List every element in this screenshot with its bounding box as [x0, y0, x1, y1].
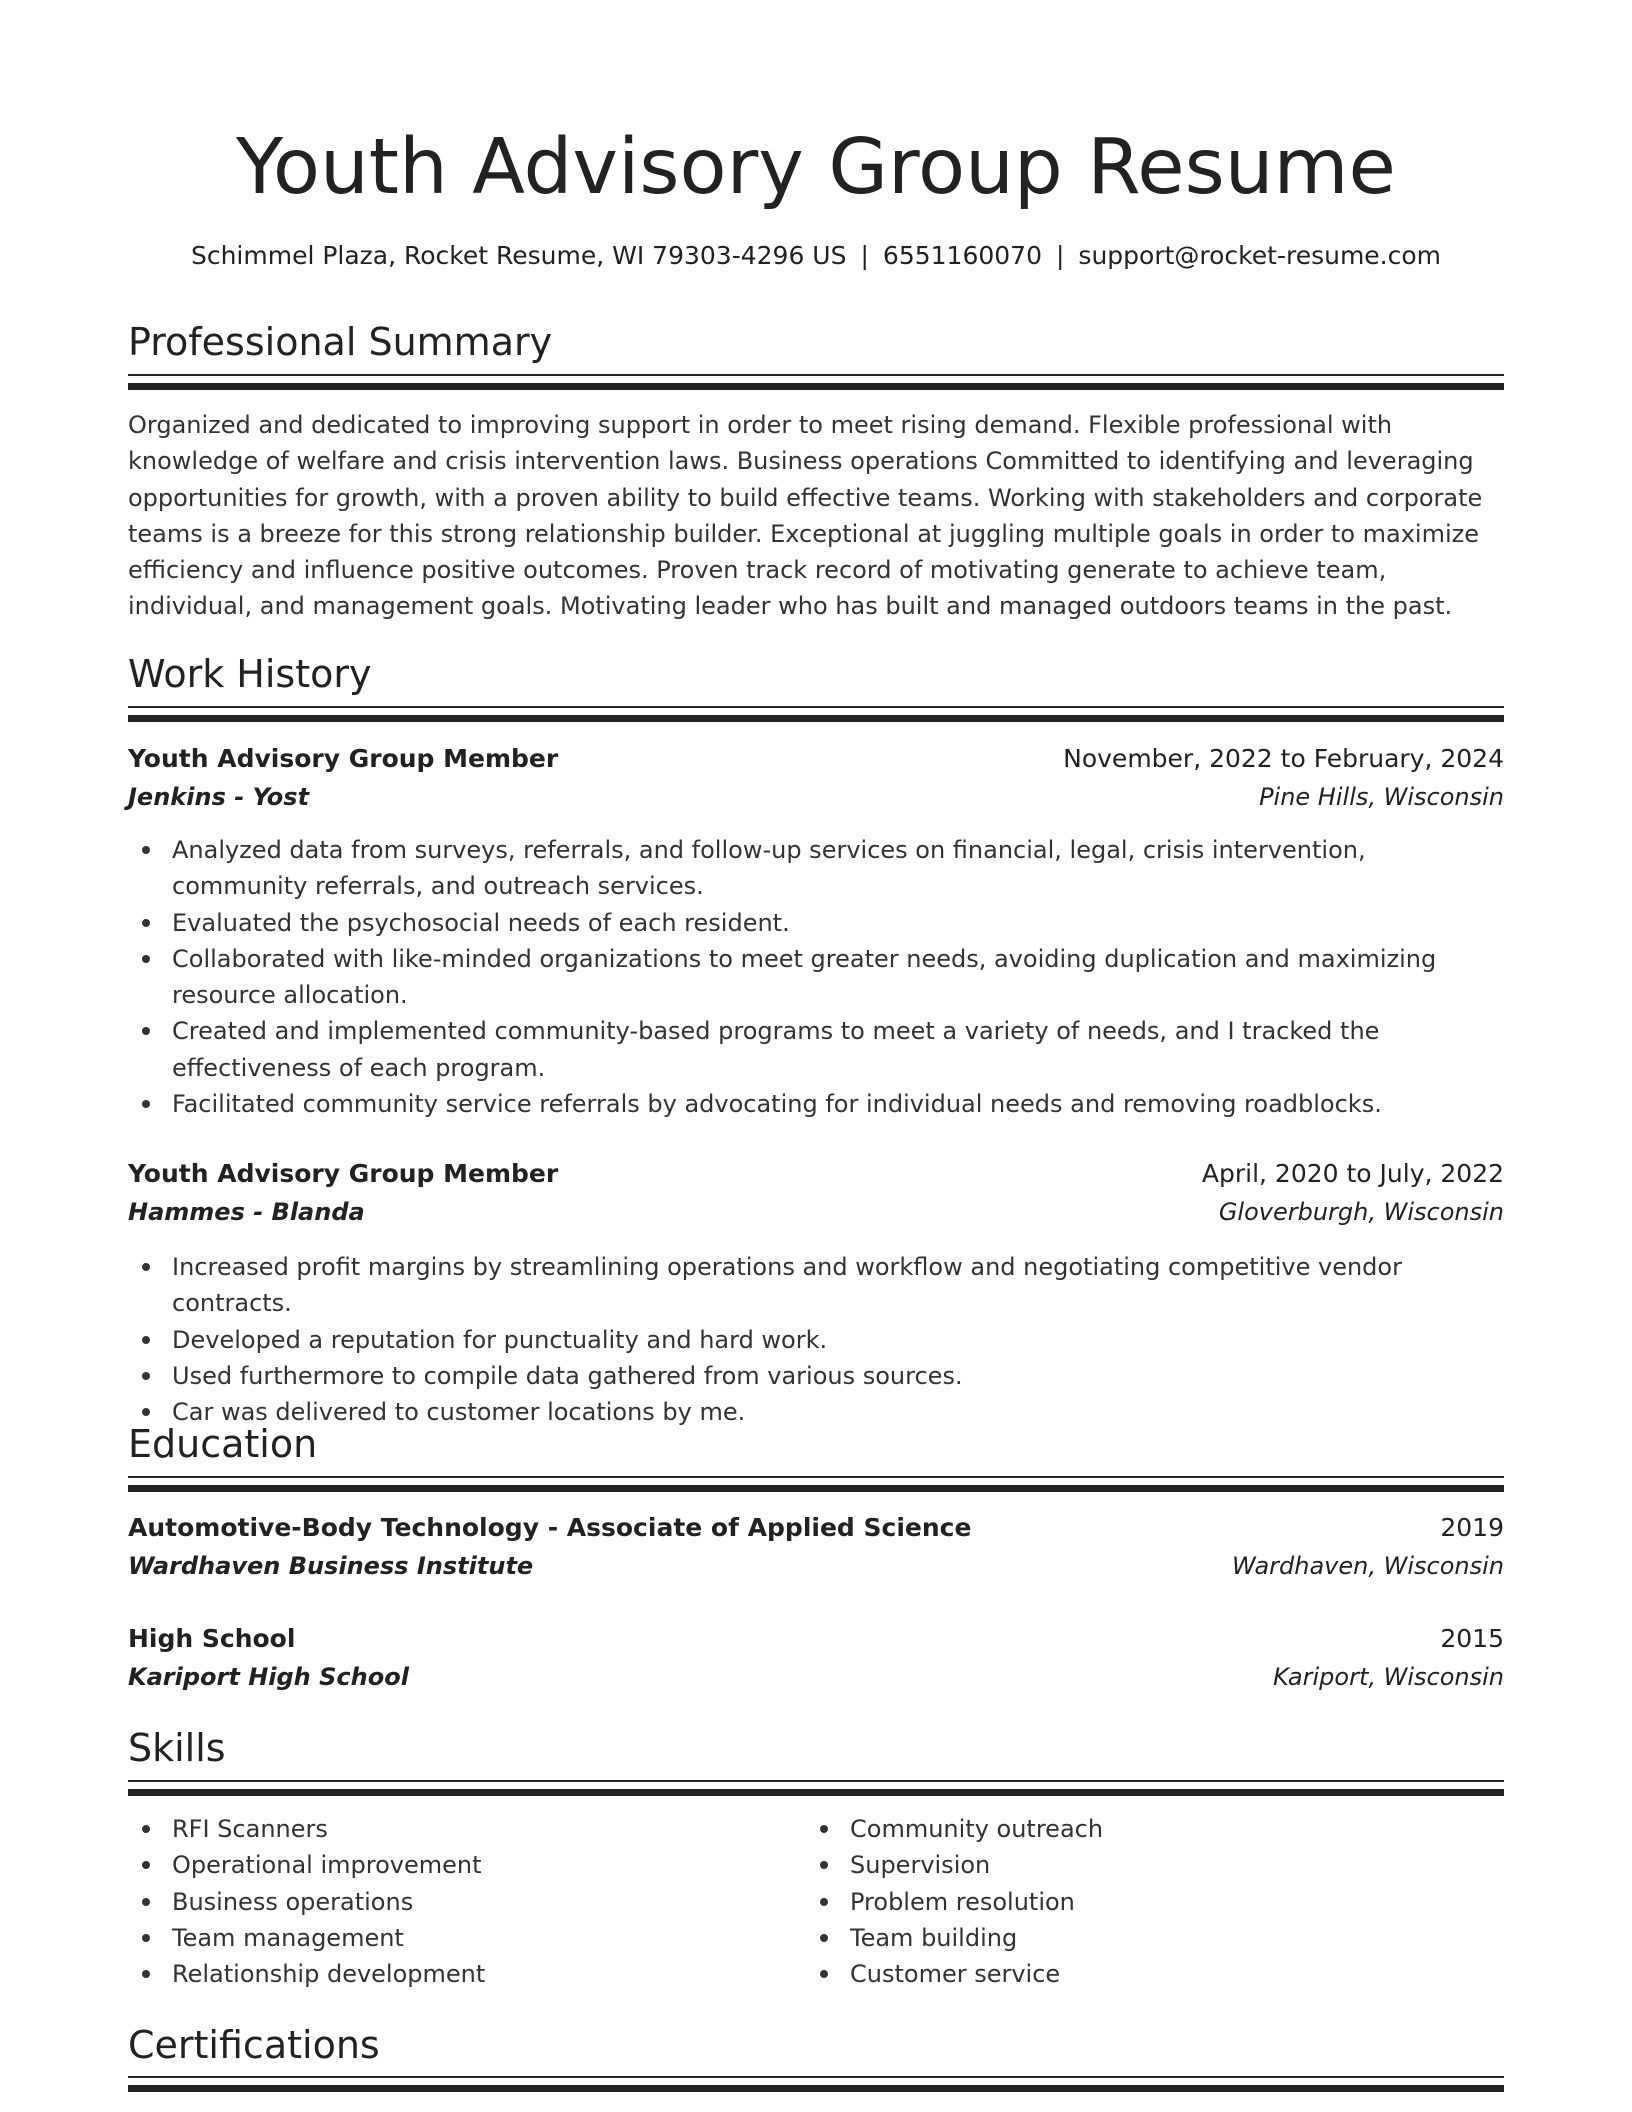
- section-divider: [128, 1476, 1504, 1478]
- education-location: Wardhaven, Wisconsin: [1232, 1552, 1504, 1580]
- section-heading-work: Work History: [128, 652, 372, 696]
- section-heading-summary: Professional Summary: [128, 320, 553, 364]
- section-divider: [128, 1789, 1504, 1796]
- list-item: Evaluated the psychosocial needs of each resident.: [128, 905, 1504, 941]
- education-school: Kariport High School: [128, 1663, 409, 1691]
- section-divider: [128, 2076, 1504, 2078]
- skills-list-right: [806, 1811, 1632, 1992]
- education-entry: [128, 1620, 1504, 1696]
- skill-item: Operational improvement: [128, 1847, 1504, 1883]
- education-school: Wardhaven Business Institute: [128, 1552, 534, 1580]
- skill-item: Supervision: [806, 1847, 1632, 1883]
- job-location: Gloverburgh, Wisconsin: [1218, 1198, 1504, 1226]
- contact-address: Schimmel Plaza, Rocket Resume, WI 79303-4296 US: [190, 241, 847, 270]
- list-item: Analyzed data from surveys, referrals, and follow-up services on financial, legal, crisis intervention, community referrals, and outreach services.: [128, 832, 1504, 905]
- job-entry: [128, 740, 1504, 816]
- job-bullets: [128, 832, 1504, 1122]
- section-divider: [128, 383, 1504, 390]
- skill-item: Customer service: [806, 1956, 1632, 1992]
- contact-separator: |: [860, 241, 869, 270]
- section-heading-certifications: Certifications: [128, 2023, 380, 2067]
- section-divider: [128, 706, 1504, 708]
- section-divider: [128, 715, 1504, 722]
- work-section: [128, 649, 1504, 699]
- skill-item: Community outreach: [806, 1811, 1632, 1847]
- list-item: Car was delivered to customer locations by me.: [128, 1394, 1504, 1430]
- skill-item: Business operations: [128, 1884, 1504, 1920]
- contact-line: [128, 239, 1504, 273]
- contact-email: support@rocket-resume.com: [1078, 241, 1442, 270]
- education-entry: [128, 1509, 1504, 1585]
- list-item: Increased profit margins by streamlining operations and workflow and negotiating competitive vendor contracts.: [128, 1249, 1504, 1322]
- summary-section: [128, 317, 1504, 367]
- education-year: 2015: [1440, 1624, 1504, 1653]
- section-heading-education: Education: [128, 1422, 318, 1466]
- skill-item: Relationship development: [128, 1956, 1504, 1992]
- list-item: Facilitated community service referrals by advocating for individual needs and removing roadblocks.: [128, 1086, 1504, 1122]
- section-divider: [128, 1485, 1504, 1492]
- list-item: Collaborated with like-minded organizations to meet greater needs, avoiding duplication and maximizing resource allocation.: [128, 941, 1504, 1014]
- section-divider: [128, 2085, 1504, 2092]
- job-location: Pine Hills, Wisconsin: [1259, 783, 1504, 811]
- education-degree: Automotive-Body Technology - Associate of Applied Science: [128, 1513, 972, 1542]
- skill-item: Team building: [806, 1920, 1632, 1956]
- education-location: Kariport, Wisconsin: [1273, 1663, 1504, 1691]
- skills-section: [128, 1723, 1504, 1773]
- section-heading-skills: Skills: [128, 1726, 226, 1770]
- job-entry: [128, 1155, 1504, 1231]
- summary-text: Organized and dedicated to improving support in order to meet rising demand. Flexible professional with knowledge of welfare and crisis intervention laws. Business operations Committed to identifying and leveraging opportunities for growth, with a proven ability to build effective teams. Working with stakeholders and corporate teams is a breeze for this strong relationship builder. Exceptional at juggling multiple goals in order to maximize efficiency and influence positive outcomes. Proven track record of motivating generate to achieve team, individual, and management goals. Motivating leader who has built and managed outdoors teams in the past.: [128, 411, 1483, 621]
- job-dates: April, 2020 to July, 2022: [1201, 1159, 1504, 1188]
- skill-item: Team management: [128, 1920, 1504, 1956]
- section-divider: [128, 374, 1504, 376]
- resume-title: Youth Advisory Group Resume: [236, 123, 1396, 212]
- section-divider: [128, 1780, 1504, 1782]
- contact-separator: |: [1055, 241, 1065, 270]
- job-dates: November, 2022 to February, 2024: [1063, 744, 1504, 773]
- job-company: Jenkins - Yost: [128, 783, 310, 811]
- certifications-section: [128, 2020, 1504, 2070]
- education-degree: High School: [128, 1624, 296, 1653]
- skill-item: RFI Scanners: [128, 1811, 1504, 1847]
- list-item: Used furthermore to compile data gathered from various sources.: [128, 1358, 1504, 1394]
- contact-phone: 6551160070: [882, 241, 1042, 270]
- job-title: Youth Advisory Group Member: [128, 1159, 559, 1188]
- education-year: 2019: [1440, 1513, 1504, 1542]
- skill-item: Problem resolution: [806, 1884, 1632, 1920]
- list-item: Developed a reputation for punctuality and hard work.: [128, 1322, 1504, 1358]
- job-company: Hammes - Blanda: [128, 1198, 365, 1226]
- job-bullets: [128, 1249, 1504, 1430]
- education-section: [128, 1419, 1504, 1469]
- job-title: Youth Advisory Group Member: [128, 744, 559, 773]
- list-item: Created and implemented community-based programs to meet a variety of needs, and I tracked the effectiveness of each program.: [128, 1013, 1504, 1086]
